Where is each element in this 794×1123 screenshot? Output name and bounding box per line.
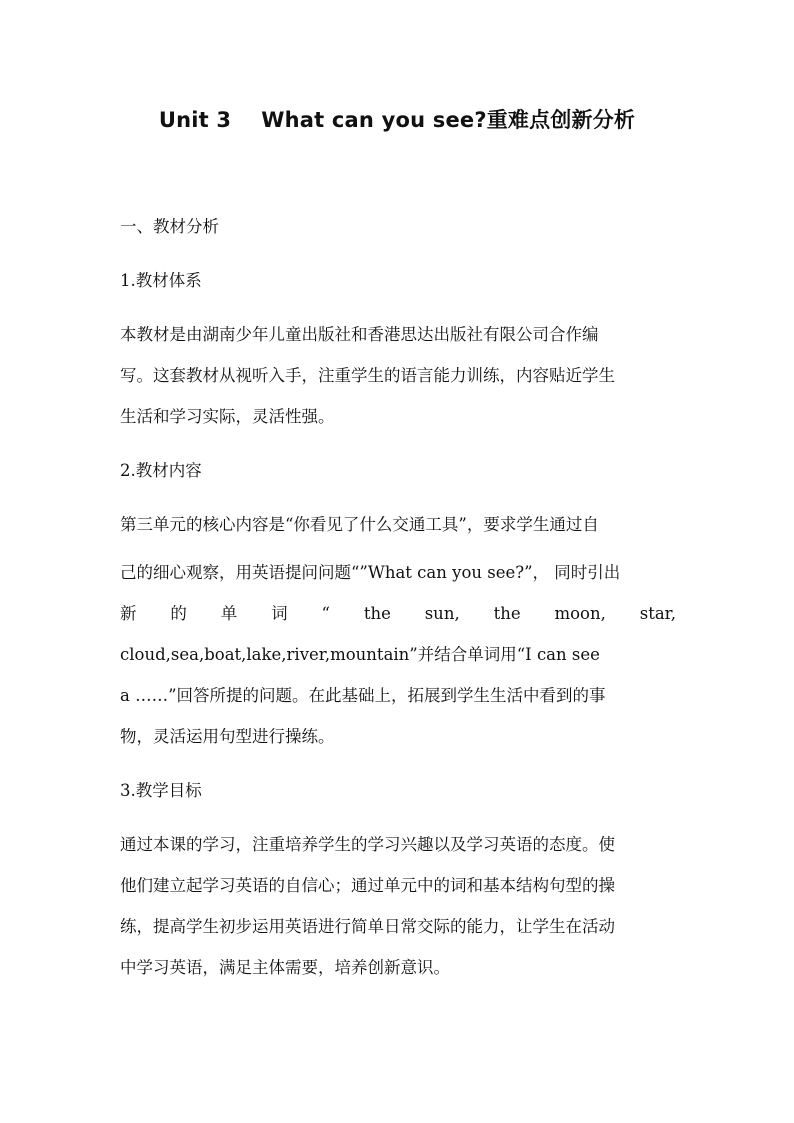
subsection-heading: 3.教学目标 [120,781,202,800]
paragraph-line-spread [120,602,676,626]
spread-word: 新 [120,604,137,623]
spread-word: moon, [554,604,606,623]
spread-word: 词 [271,604,288,623]
paragraph-line: 通过本课的学习，注重培养学生的学习兴趣以及学习英语的态度。使 [120,835,615,854]
spread-word: star, [639,604,676,623]
section-heading: 一、教材分析 [120,217,219,236]
paragraph-line: 练，提高学生初步运用英语进行简单日常交际的能力，让学生在活动 [120,917,615,936]
paragraph-line: 他们建立起学习英语的自信心；通过单元中的词和基本结构句型的操 [120,876,615,895]
document-title: Unit 3 What can you see?重难点创新分析 [158,108,636,132]
spread-word: the [363,604,391,623]
paragraph-line: 己的细心观察，用英语提问问题“”What can you see?”， 同时引出 [120,563,621,582]
spread-word: sun, [424,604,460,623]
paragraph-line: cloud,sea,boat,lake,river,mountain”并结合单词用“I can see [120,645,600,664]
paragraph-line: 本教材是由湖南少年儿童出版社和香港思达出版社有限公司合作编 [120,325,599,344]
paragraph-line: 物，灵活运用句型进行操练。 [120,727,335,746]
paragraph-line: a ……”回答所提的问题。在此基础上，拓展到学生生活中看到的事 [120,686,606,705]
subsection-heading: 2.教材内容 [120,461,202,480]
subsection-heading: 1.教材体系 [120,271,202,290]
spread-word: 的 [170,604,187,623]
paragraph-line: 生活和学习实际，灵活性强。 [120,407,335,426]
paragraph-line: 写。这套教材从视听入手，注重学生的语言能力训练，内容贴近学生 [120,366,615,385]
paragraph-line: 第三单元的核心内容是“你看见了什么交通工具”，要求学生通过自 [120,515,599,534]
spread-word: “ [321,604,330,623]
spread-word: 单 [220,604,238,623]
spread-word: the [493,604,521,623]
paragraph-line: 中学习英语，满足主体需要，培养创新意识。 [120,958,450,977]
